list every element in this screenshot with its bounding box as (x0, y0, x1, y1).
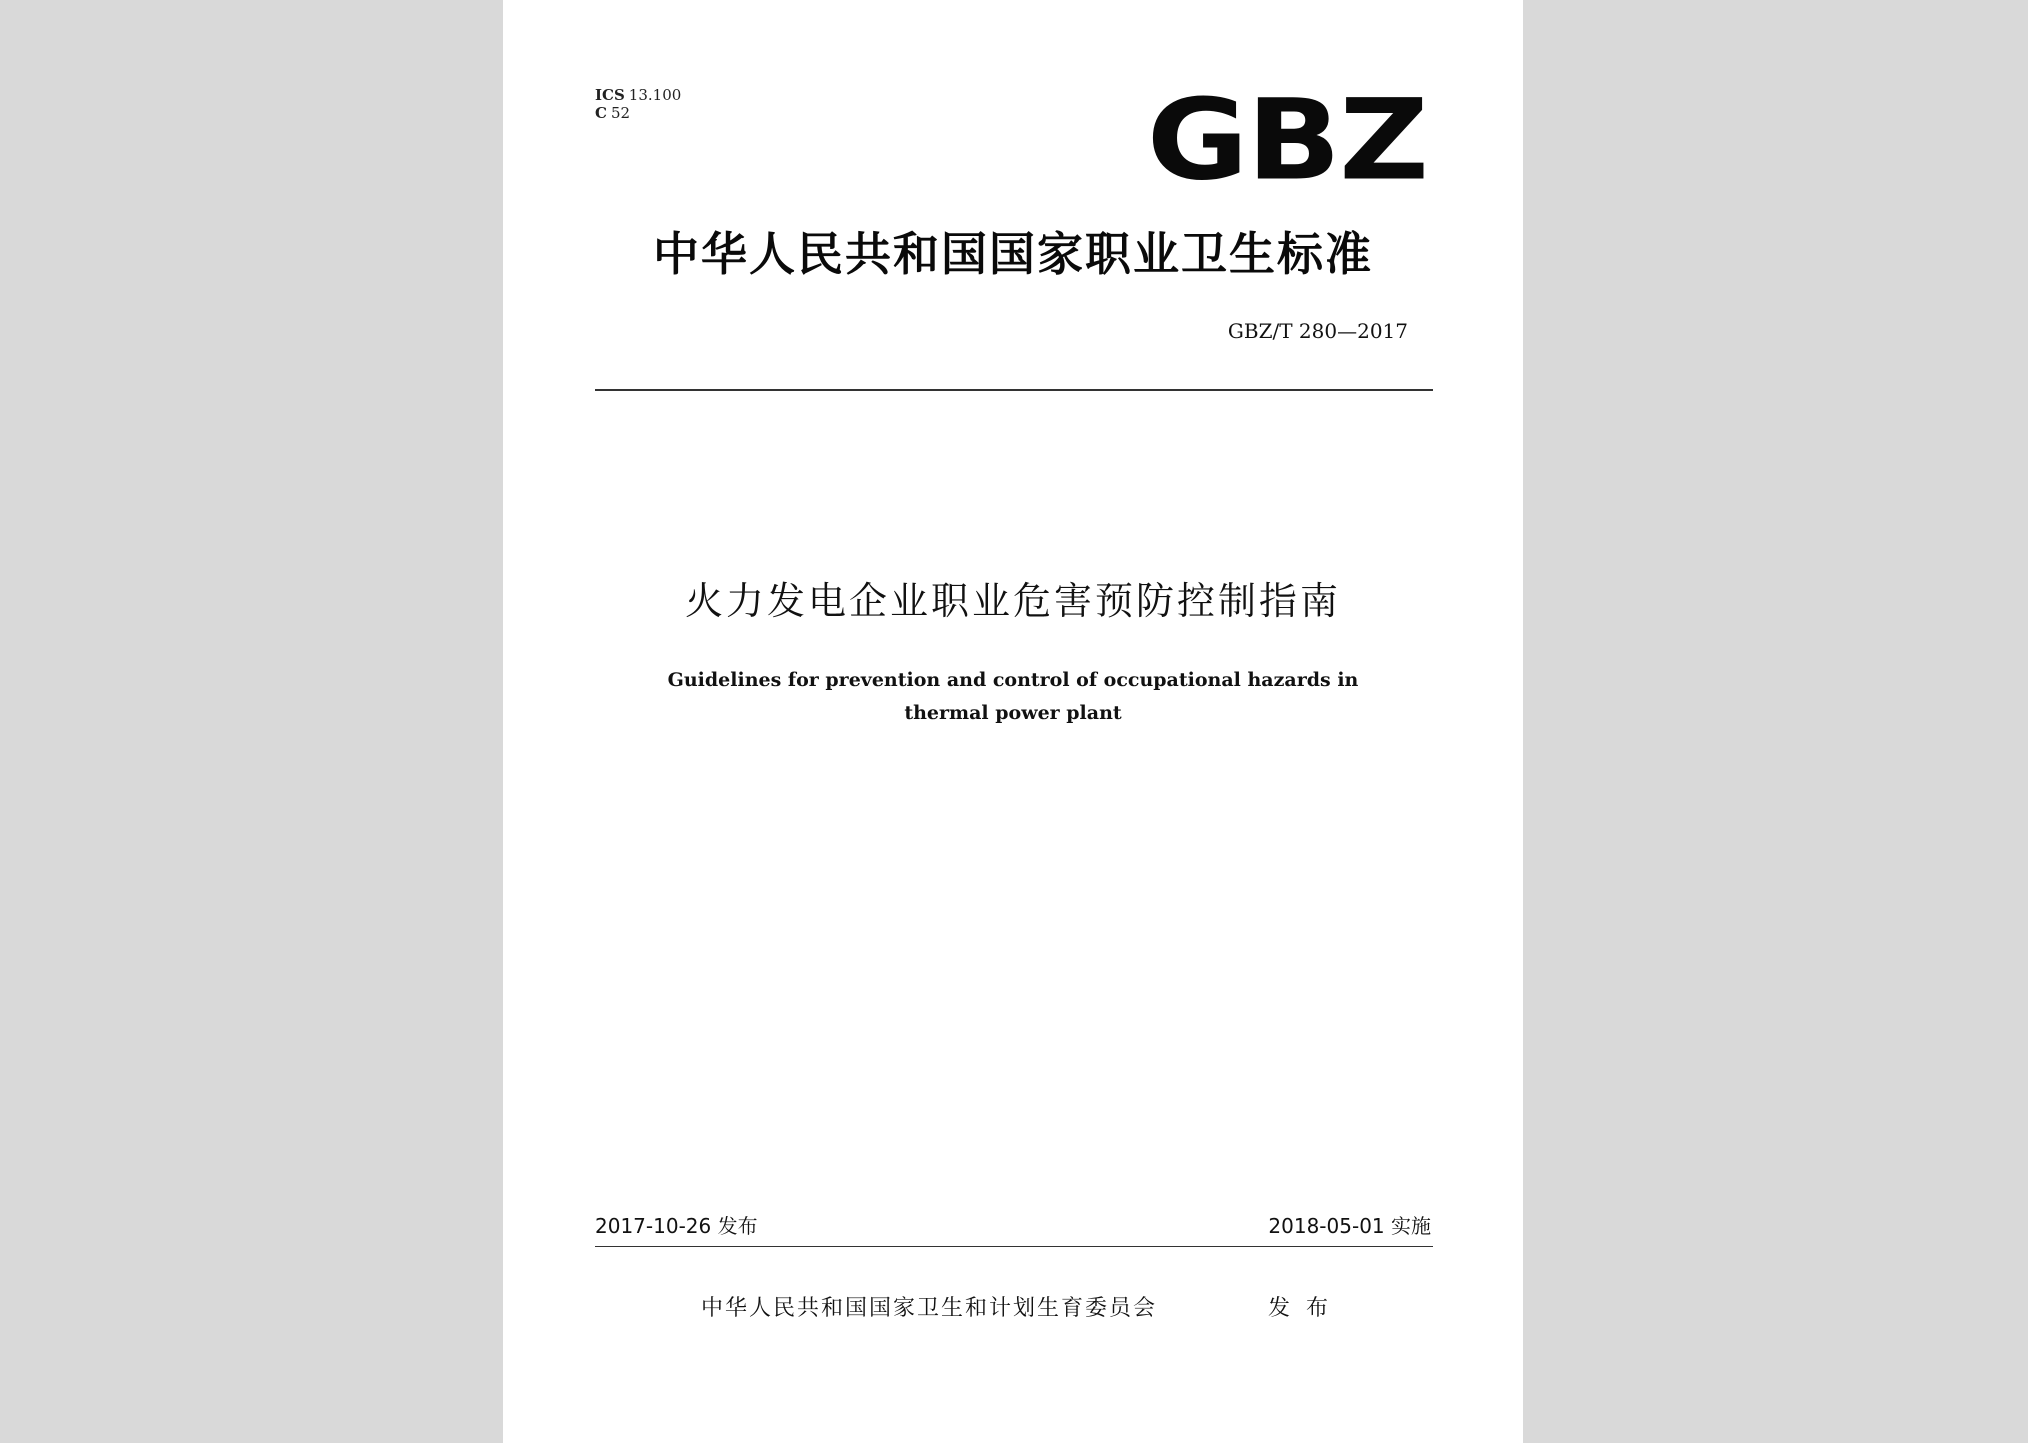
ccs-label: C (595, 104, 607, 122)
document-cover-page (503, 0, 1523, 1443)
issue-word: 发布 (1268, 1296, 1345, 1321)
ccs-classification (595, 104, 630, 122)
ics-label: ICS (595, 86, 625, 104)
document-title-cn: 火力发电企业职业危害预防控制指南 (684, 579, 1341, 623)
effective-date: 2018-05-01 实施 (1268, 1214, 1431, 1238)
document-title-en-line2: thermal power plant (904, 702, 1122, 724)
ccs-value: 52 (610, 104, 631, 122)
document-title-en (503, 664, 1523, 730)
document-title-en-line1: Guidelines for prevention and control of occupational hazards in (667, 669, 1359, 691)
standard-code: GBZ/T 280—2017 (1227, 319, 1408, 343)
issue-date: 2017-10-26 发布 (595, 1214, 758, 1238)
header-divider (595, 389, 1433, 391)
standard-type-title: 中华人民共和国国家职业卫生标准 (653, 227, 1373, 281)
footer-divider (595, 1246, 1433, 1247)
issuing-authority: 中华人民共和国国家卫生和计划生育委员会 (701, 1296, 1158, 1321)
ics-classification (595, 86, 681, 104)
ics-value: 13.100 (628, 86, 682, 104)
gbz-logo: GBZ (1146, 75, 1427, 206)
